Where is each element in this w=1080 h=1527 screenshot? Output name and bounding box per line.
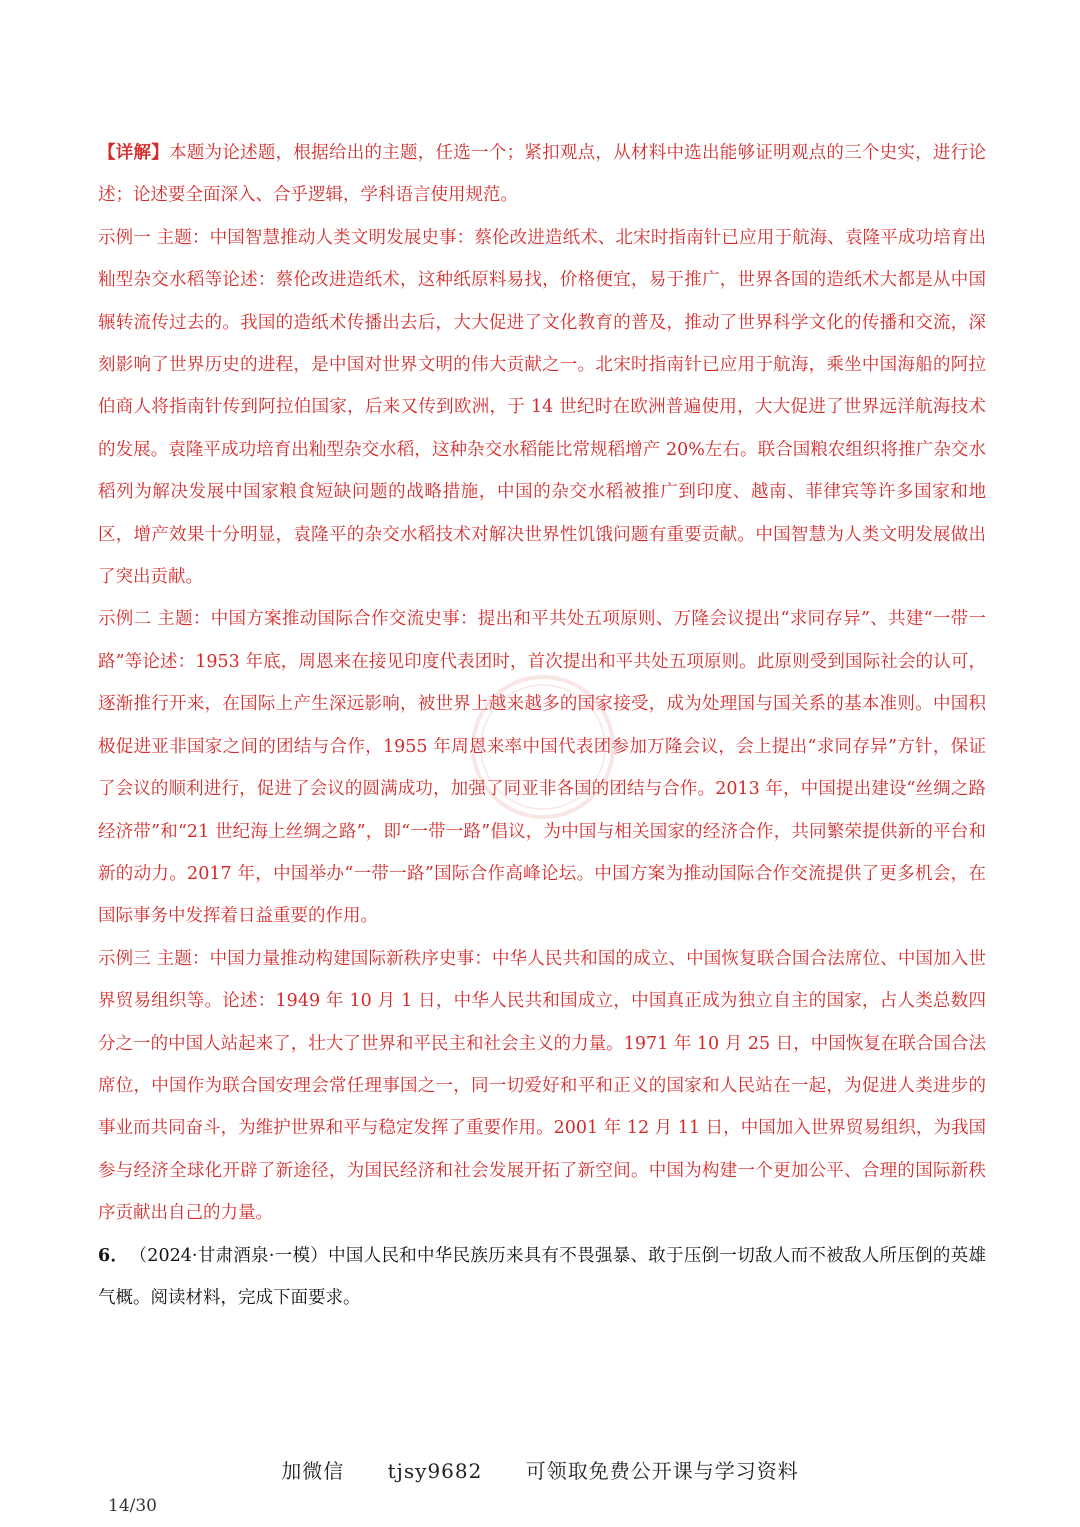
footer-text-2: 可领取免费公开课与学习资料: [525, 1459, 799, 1483]
footer-promo: [0, 1455, 1080, 1484]
question-6-text: （2024·甘肃酒泉·一模）中国人民和中华民族历来具有不畏强暴、敢于压倒一切敌人而不被敌人所压倒的英雄气概。阅读材料，完成下面要求。: [98, 1245, 986, 1308]
footer-wechat-id: tjsy9682: [387, 1459, 483, 1483]
example-one-paragraph: 示例一 主题：中国智慧推动人类文明发展史事：蔡伦改进造纸术、北宋时指南针已应用于航海、袁隆平成功培育出籼型杂交水稻等论述：蔡伦改进造纸术，这种纸原料易找，价格便宜，易于推广，世界各国的造纸术大都是从中国辗转流传过去的。我国的造纸术传播出去后，大大促进了文化教育的普及，推动了世界科学文化的传播和交流，深刻影响了世界历史的进程，是中国对世界文明的伟大贡献之一。北宋时指南针已应用于航海，乘坐中国海船的阿拉伯商人将指南针传到阿拉伯国家，后来又传到欧洲，于 14 世纪时在欧洲普遍使用，大大促进了世界远洋航海技术的发展。袁隆平成功培育出籼型杂交水稻，这种杂交水稻能比常规稻增产 20%左右。联合国粮农组织将推广杂交水稻列为解决发展中国家粮食短缺问题的战略措施，中国的杂交水稻被推广到印度、越南、菲律宾等许多国家和地区，增产效果十分明显，袁隆平的杂交水稻技术对解决世界性饥饿问题有重要贡献。中国智慧为人类文明发展做出了突出贡献。: [98, 227, 986, 588]
answer-content: [98, 132, 986, 1319]
question-6-paragraph: [98, 1235, 986, 1320]
explanation-tag: 【详解】: [98, 143, 170, 163]
explanation-paragraph: [98, 132, 986, 217]
footer-text-1: 加微信: [281, 1459, 345, 1483]
page-number: 14/30: [108, 1496, 157, 1516]
example-two-paragraph: 示例二 主题：中国方案推动国际合作交流史事：提出和平共处五项原则、万隆会议提出“求同存异”、共建“一带一路”等论述：1953 年底，周恩来在接见印度代表团时，首次提出和平共处五项原则。此原则受到国际社会的认可，逐渐推行开来，在国际上产生深远影响，被世界上越来越多的国家接受，成为处理国与国关系的基本准则。中国积极促进亚非国家之间的团结与合作，1955 年周恩来率中国代表团参加万隆会议，会上提出“求同存异”方针，保证了会议的顺利进行，促进了会议的圆满成功，加强了同亚非各国的团结与合作。2013 年，中国提出建设“丝绸之路经济带”和“21 世纪海上丝绸之路”，即“一带一路”倡议，为中国与相关国家的经济合作，共同繁荣提供新的平台和新的动力。2017 年，中国举办“一带一路”国际合作高峰论坛。中国方案为推动国际合作交流提供了更多机会，在国际事务中发挥着日益重要的作用。: [98, 609, 986, 927]
explanation-text: 本题为论述题，根据给出的主题，任选一个；紧扣观点，从材料中选出能够证明观点的三个史实，进行论述；论述要全面深入、合乎逻辑，学科语言使用规范。: [98, 143, 986, 206]
question-number: 6．: [98, 1245, 129, 1266]
example-three-paragraph: 示例三 主题：中国力量推动构建国际新秩序史事：中华人民共和国的成立、中国恢复联合国合法席位、中国加入世界贸易组织等。论述：1949 年 10 月 1 日，中华人民共和国成立，中国真正成为独立自主的国家，占人类总数四分之一的中国人站起来了，壮大了世界和平民主和社会主义的力量。1971 年 10 月 25 日，中国恢复在联合国合法席位，中国作为联合国安理会常任理事国之一，同一切爱好和平和正义的国家和人民站在一起，为促进人类进步的事业而共同奋斗，为维护世界和平与稳定发挥了重要作用。2001 年 12 月 11 日，中国加入世界贸易组织，为我国参与经济全球化开辟了新途径，为国民经济和社会发展开拓了新空间。中国为构建一个更加公平、合理的国际新秩序贡献出自己的力量。: [98, 948, 986, 1224]
